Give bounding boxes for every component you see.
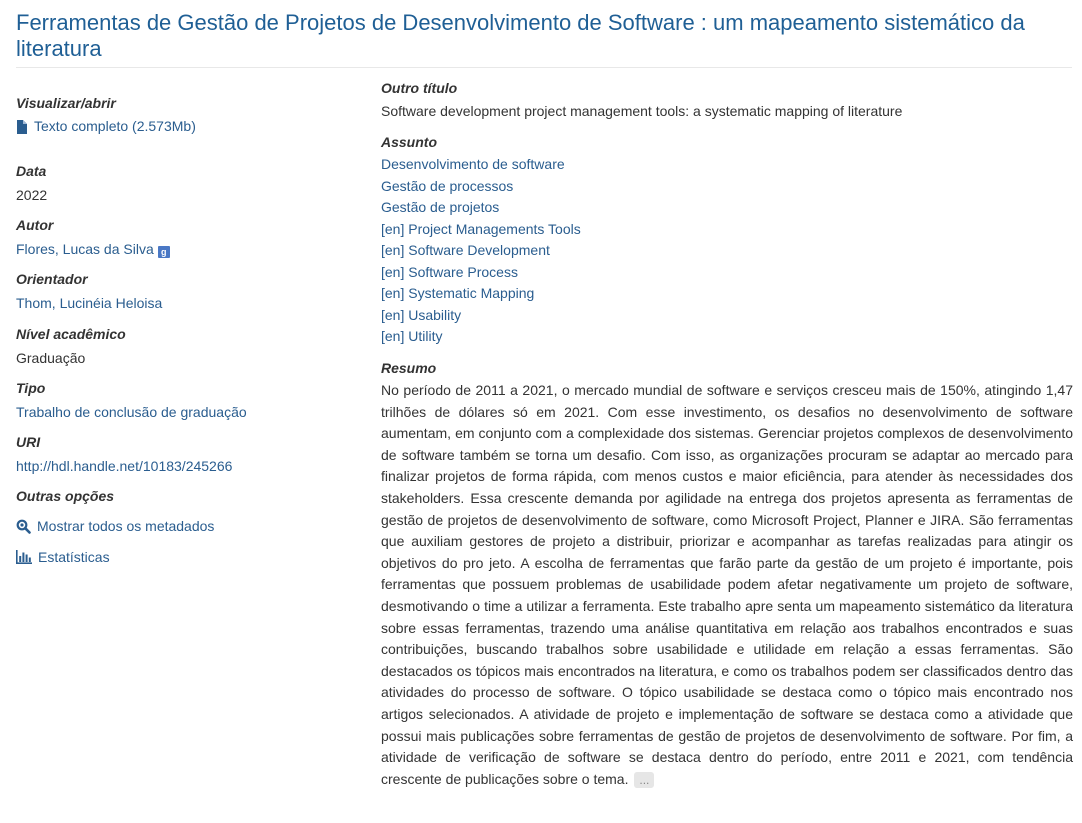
subject-item <box>381 240 1073 262</box>
subject-link[interactable]: [en] Utility <box>381 328 443 344</box>
show-more-button[interactable]: ... <box>634 772 654 788</box>
other-title-label: Outro título <box>381 80 458 96</box>
other-title-value: Software development project management tools: a systematic mapping of literature <box>381 103 903 119</box>
author-field <box>16 216 356 259</box>
subject-item <box>381 197 1073 219</box>
subject-link[interactable]: [en] Project Managements Tools <box>381 220 581 237</box>
statistics-option[interactable] <box>16 547 110 567</box>
subject-link[interactable]: Desenvolvimento de software <box>381 156 565 172</box>
subject-item <box>381 154 1073 176</box>
type-value <box>16 402 356 422</box>
author-label: Autor <box>16 217 54 233</box>
subject-list <box>381 154 1073 348</box>
subject-link[interactable]: Gestão de projetos <box>381 199 500 215</box>
uri-label: URI <box>16 434 41 450</box>
subject-link[interactable]: [en] Software Process <box>381 263 518 280</box>
subject-item <box>381 176 1073 198</box>
author-link[interactable]: Flores, Lucas da Silva <box>16 241 154 257</box>
google-scholar-icon[interactable]: g <box>158 246 170 258</box>
subject-item <box>381 283 1073 305</box>
advisor-value <box>16 293 356 313</box>
other-options-field <box>16 487 356 505</box>
date-label: Data <box>16 163 47 179</box>
full-text-link[interactable]: Texto completo (2.573Mb) <box>34 118 196 134</box>
show-all-metadata-option[interactable] <box>16 516 214 536</box>
other-options-label: Outras opções <box>16 488 115 504</box>
view-open-field <box>16 94 356 136</box>
uri-value <box>16 456 356 476</box>
subject-label: Assunto <box>381 134 437 150</box>
subject-item <box>381 326 1073 348</box>
abstract-body: No período de 2011 a 2021, o mercado mundial de software e serviços cresceu mais de 150%, atingindo 1,47 trilhões de dólares só em 2021. Com esse investimento, os desafios no desenvolvimento de software aumentam, em conjunto com a complexidade dos sistemas. Gerenciar projetos complexos de desenvolvimento de software também se torna um desafio. Com isso, as organizações procuram se adaptar ao mercado para finalizar projetos de forma rápida, com menos custos e maior eficiência, para atender às necessidades dos stakeholders. Essa crescente demanda por agilidade na entrega dos projetos apresenta as ferramentas de gestão de projetos de desenvolvimento de software, como Microsoft Project, Planner e JIRA. São ferramentas que auxiliam gestores de projeto a distribuir, priorizar e acompanhar as tarefas realizadas para atingir os objetivos do pro jeto. A escolha de ferramentas que farão parte da gestão de um projeto é importante, pois ferramentas que possuem problemas de usabilidade podem afetar negativamente um projeto de software, desmotivando o time a utilizar a ferramenta. Este trabalho apre senta um mapeamento sistemático da literatura sobre essas ferramentas, trazendo uma análise quantitativa em relação aos trabalhos encontrados e suas contribuições, buscando trabalhos sobre usabilidade e utilidade em relação a essas ferramentas. São destacados os tópicos mais encontrados na literatura, e como os trabalhos podem ser classificados dentro das atividades do processo de software. O tópico usabilidade se destaca como o tópico mais encontrado nos artigos selecionados. A atividade de projeto e implementação de software se destaca como a atividade que possui mais publicações sobre ferramentas de gestão de projetos de desenvolvimento de software. Por fim, a atividade de verificação de software se destaca dentro do período, entre 2011 e 2021, com tendência crescente de publicações sobre o tema. <box>381 382 1073 787</box>
subject-link[interactable]: [en] Software Development <box>381 242 550 258</box>
type-field <box>16 379 356 422</box>
subject-link[interactable]: Gestão de processos <box>381 177 514 194</box>
abstract-label: Resumo <box>381 360 437 376</box>
view-open-label: Visualizar/abrir <box>16 95 116 111</box>
date-field <box>16 162 356 205</box>
statistics-link[interactable]: Estatísticas <box>38 549 110 565</box>
advisor-field <box>16 270 356 313</box>
uri-link[interactable]: http://hdl.handle.net/10183/245266 <box>16 458 233 474</box>
subject-item <box>381 219 1073 241</box>
type-label: Tipo <box>16 380 46 396</box>
advisor-label: Orientador <box>16 271 88 287</box>
bar-chart-icon <box>16 550 32 564</box>
uri-field <box>16 433 356 476</box>
subject-item <box>381 305 1073 327</box>
subject-link[interactable]: [en] Systematic Mapping <box>381 285 535 301</box>
title-divider <box>16 67 1072 68</box>
file-entry <box>16 116 356 136</box>
date-value: 2022 <box>16 187 48 203</box>
type-link[interactable]: Trabalho de conclusão de graduação <box>16 404 247 420</box>
academic-level-field <box>16 325 356 368</box>
subject-item <box>381 262 1073 284</box>
advisor-link[interactable]: Thom, Lucinéia Heloisa <box>16 295 163 311</box>
search-icon <box>16 519 31 534</box>
academic-level-value: Graduação <box>16 350 86 366</box>
academic-level-label: Nível acadêmico <box>16 326 126 342</box>
file-icon <box>16 119 28 133</box>
abstract-section <box>381 358 1073 790</box>
abstract-text <box>381 380 1073 790</box>
page-title: Ferramentas de Gestão de Projetos de Desenvolvimento de Software : um mapeamento sistemático da literatura <box>16 10 1025 61</box>
author-value <box>16 239 356 259</box>
subject-link[interactable]: [en] Usability <box>381 306 462 323</box>
subject-section <box>381 132 1073 348</box>
other-title-section <box>381 78 1073 122</box>
show-all-metadata-link[interactable]: Mostrar todos os metadados <box>37 518 215 534</box>
